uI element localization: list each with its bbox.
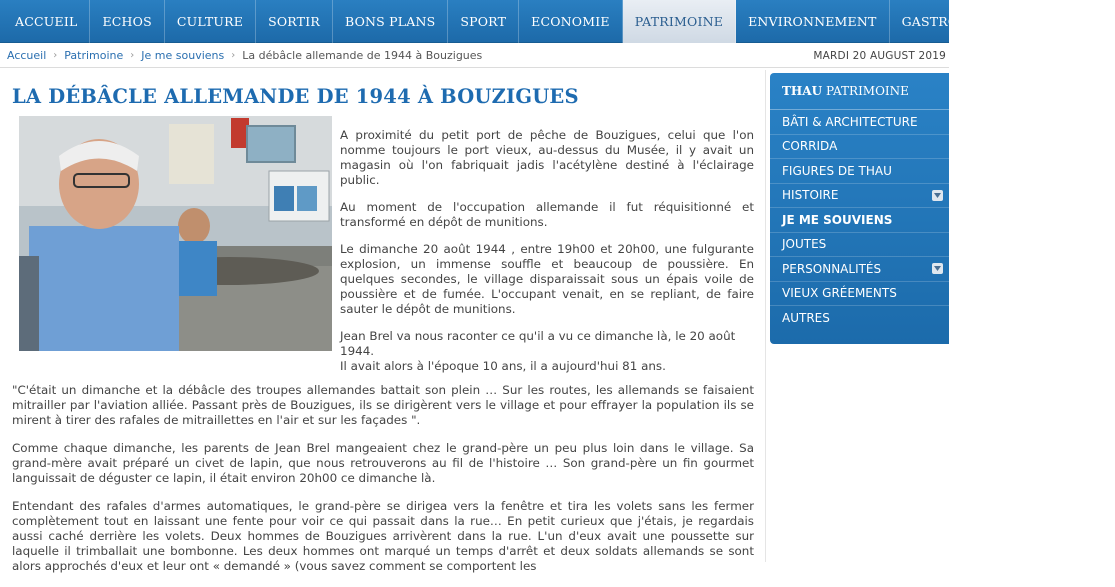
category-sidebar bbox=[770, 73, 949, 344]
sidebar-item-label: HISTOIRE bbox=[782, 188, 839, 203]
main-navigation bbox=[0, 0, 1104, 43]
sidebar-item-corrida[interactable] bbox=[770, 135, 949, 160]
intro-paragraph bbox=[340, 329, 754, 374]
sidebar-heading bbox=[770, 73, 949, 110]
sidebar-item-je-me-souviens[interactable] bbox=[770, 208, 949, 233]
article-intro bbox=[340, 128, 754, 386]
nav-item-sport[interactable]: SPORT bbox=[448, 0, 519, 43]
breadcrumb-link-accueil[interactable]: Accueil bbox=[7, 49, 47, 62]
intro-line: Il avait alors à l'époque 10 ans, il a aujourd'hui 81 ans. bbox=[340, 359, 666, 373]
chevron-right-icon: › bbox=[130, 50, 135, 61]
sidebar-heading-rest: PATRIMOINE bbox=[826, 84, 909, 98]
article-photo bbox=[19, 116, 332, 351]
sidebar-item-label: FIGURES DE THAU bbox=[782, 163, 892, 178]
intro-paragraph: A proximité du petit port de pêche de Bouzigues, celui que l'on nomme toujours le port vieux, au-dessus du Musée, il y avait un magasin où l'on fabriquait jadis l'acétylène destiné à l'éclairage public. bbox=[340, 128, 754, 187]
nav-item-echos[interactable]: ECHOS bbox=[90, 0, 164, 43]
nav-item-bons-plans[interactable]: BONS PLANS bbox=[333, 0, 448, 43]
nav-item-sortir[interactable]: SORTIR bbox=[256, 0, 333, 43]
chevron-right-icon: › bbox=[231, 50, 236, 61]
sidebar-item-figures-de-thau[interactable] bbox=[770, 159, 949, 184]
sidebar-item-label: AUTRES bbox=[782, 311, 830, 326]
sidebar-item-autres[interactable] bbox=[770, 306, 949, 331]
chevron-down-icon[interactable] bbox=[932, 263, 943, 274]
sidebar-item-label: BÂTI & ARCHITECTURE bbox=[782, 114, 918, 129]
sidebar-item-label: CORRIDA bbox=[782, 139, 838, 154]
sidebar-item-bati-architecture[interactable] bbox=[770, 110, 949, 135]
chevron-down-icon[interactable] bbox=[932, 190, 943, 201]
nav-item-patrimoine[interactable]: PATRIMOINE bbox=[623, 0, 736, 43]
intro-line: Jean Brel va nous raconter ce qu'il a vu ce dimanche là, le 20 août 1944. bbox=[340, 329, 736, 358]
article-body bbox=[12, 383, 754, 587]
sidebar-item-histoire[interactable] bbox=[770, 184, 949, 209]
intro-paragraph: Le dimanche 20 août 1944 , entre 19h00 et 20h00, une fulgurante explosion, un immense souffle et beaucoup de poussière. En quelques secondes, le village disparaissait sous un épais voile de poussière et de fumée. L'occupant venait, en se repliant, de faire sauter le dépôt de munitions. bbox=[340, 242, 754, 316]
current-date: MARDI 20 AUGUST 2019 bbox=[813, 49, 946, 62]
article-content bbox=[0, 70, 766, 573]
sidebar-item-label: JOUTES bbox=[782, 237, 827, 252]
body-paragraph: Entendant des rafales d'armes automatiques, le grand-père se dirigea vers la fenêtre et tira les volets sans les fermer complètement tout en laissant une fente pour voir ce qui passait dans la rue… En petit curieux que j'étais, je regardais aussi caché derrière les volets. Deux hommes de Bouzigues arrivèrent dans la rue. L'un d'eux avait une poussette sur laquelle il trimballait une bombonne. Les deux hommes ont marqué un temps d'arrêt et deux soldats allemands se sont alors approchés d'eux et leur ont « demandé » (vous savez comment se comportent les bbox=[12, 499, 754, 573]
breadcrumb-bar bbox=[0, 44, 949, 68]
sidebar-item-personnalites[interactable] bbox=[770, 257, 949, 282]
nav-item-gastronomie[interactable]: GASTRONOMIE bbox=[890, 0, 1021, 43]
chevron-right-icon: › bbox=[53, 50, 58, 61]
breadcrumb-link-je-me-souviens[interactable]: Je me souviens bbox=[141, 49, 225, 62]
nav-item-accueil[interactable]: ACCUEIL bbox=[3, 0, 90, 43]
sidebar-item-vieux-greements[interactable] bbox=[770, 282, 949, 307]
breadcrumb-current: La débâcle allemande de 1944 à Bouzigues bbox=[242, 49, 483, 62]
body-paragraph: Comme chaque dimanche, les parents de Jean Brel mangeaient chez le grand-père un peu plus loin dans le village. Sa grand-mère avait préparé un civet de lapin, que nous retrouverons au fil de l'histoire … Son grand-père un fin gourmet languissait de déguster ce lapin, il était environ 20h00 ce dimanche là. bbox=[12, 441, 754, 485]
nav-item-terroirs[interactable]: TERROIRS bbox=[1032, 14, 1104, 29]
nav-item-economie[interactable]: ECONOMIE bbox=[519, 0, 623, 43]
sidebar-heading-bold: THAU bbox=[782, 84, 823, 98]
sidebar-item-label: VIEUX GRÉEMENTS bbox=[782, 286, 897, 301]
sidebar-item-joutes[interactable] bbox=[770, 233, 949, 258]
nav-item-culture[interactable]: CULTURE bbox=[165, 0, 256, 43]
intro-paragraph: Au moment de l'occupation allemande il fut réquisitionné et transformé en dépôt de munitions. bbox=[340, 200, 754, 229]
article-title: LA DÉBÂCLE ALLEMANDE DE 1944 À BOUZIGUES bbox=[12, 85, 579, 108]
breadcrumb-link-patrimoine[interactable]: Patrimoine bbox=[64, 49, 124, 62]
breadcrumb bbox=[0, 49, 482, 62]
body-paragraph: "C'était un dimanche et la débâcle des troupes allemandes battait son plein … Sur les routes, les allemands se faisaient mitrailler par l'aviation alliée. Passant près de Bouzigues, ils se dirigèrent vers le village et pour effrayer la population ils se mirent à tirer des rafales de mitraillettes en l'air et sur les façades ". bbox=[12, 383, 754, 427]
nav-item-environnement[interactable]: ENVIRONNEMENT bbox=[736, 0, 890, 43]
sidebar-item-label: JE ME SOUVIENS bbox=[782, 212, 893, 227]
sidebar-item-label: PERSONNALITÉS bbox=[782, 261, 882, 276]
